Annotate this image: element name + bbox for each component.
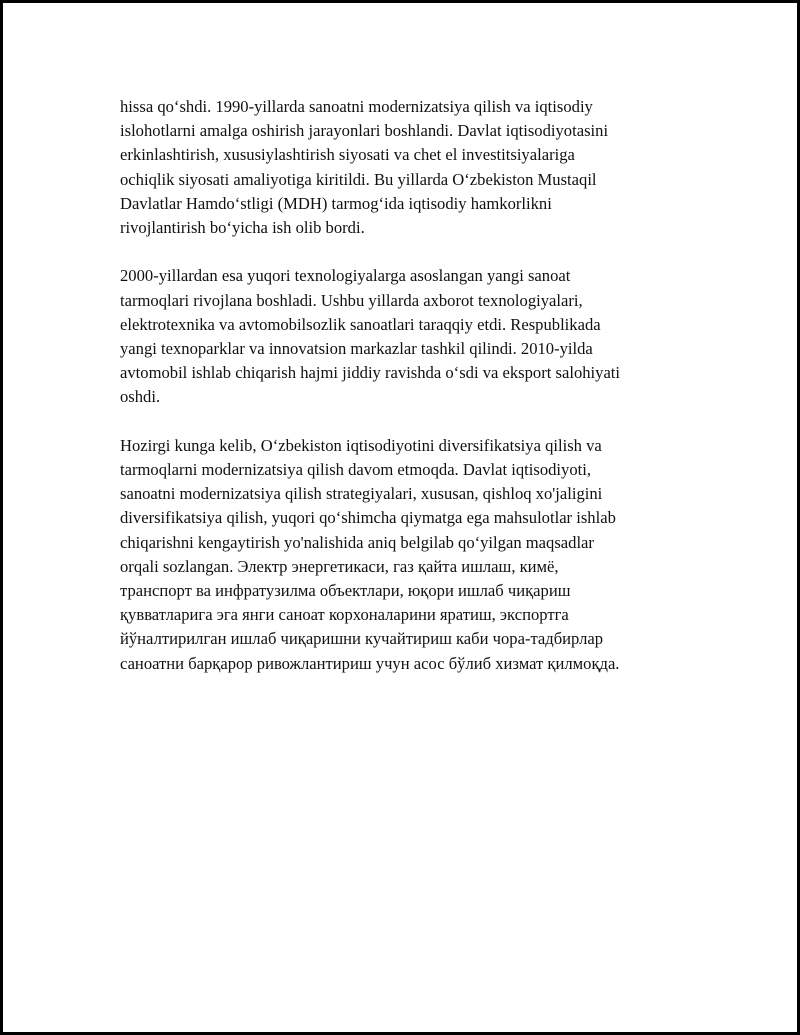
paragraph-1 [120,95,705,240]
document-body [120,95,705,700]
text-line: avtomobil ishlab chiqarish hajmi jiddiy ravishda o‘sdi va eksport salohiyati [120,363,621,383]
text-line: elektrotexnika va avtomobilsozlik sanoatlari taraqqiy etdi. Respublikada [120,314,601,334]
text-line: 2000-yillardan esa yuqori texnologiyalarga asoslangan yangi sanoat [120,266,571,286]
text-line: tarmoqlarni modernizatsiya qilish davom etmoqda. Davlat iqtisodiyoti, [120,460,591,480]
text-line: chiqarishni kengaytirish yo'nalishida aniq belgilab qo‘yilgan maqsadlar [120,532,594,552]
text-line: саноатни барқарор ривожлантириш учун асос бўлиб хизмат қилмоқда. [120,653,620,673]
text-line: rivojlantirish bo‘yicha ish olib bordi. [120,218,365,238]
text-line: tarmoqlari rivojlana boshladi. Ushbu yillarda axborot texnologiyalari, [120,290,583,310]
paragraph-2 [120,264,705,409]
text-line: ochiqlik siyosati amaliyotiga kiritildi. Bu yillarda O‘zbekiston Mustaqil [120,169,597,189]
text-line: қувватларига эга янги саноат корхоналарини яратиш, экспортга [120,605,569,625]
text-line: hissa qo‘shdi. 1990-yillarda sanoatni modernizatsiya qilish va iqtisodiy [120,97,593,116]
text-line: транспорт ва инфратузилма объектлари, юқори ишлаб чиқариш [120,581,571,601]
text-line: Hozirgi kunga kelib, O‘zbekiston iqtisodiyotini diversifikatsiya qilish va [120,435,602,455]
text-line: sanoatni modernizatsiya qilish strategiyalari, xususan, qishloq xo'jaligini [120,484,603,504]
text-line: йўналтирилган ишлаб чиқаришни кучайтириш каби чора-тадбирлар [120,629,604,649]
text-line: yangi texnoparklar va innovatsion markazlar tashkil qilindi. 2010-yilda [120,339,593,359]
text-line: islohotlarni amalga oshirish jarayonlari boshlandi. Davlat iqtisodiyotasini [120,121,609,141]
text-line: orqali sozlangan. Электр энергетикаси, газ қайта ишлаш, кимё, [120,556,559,576]
text-line: oshdi. [120,387,161,407]
text-line: diversifikatsiya qilish, yuqori qo‘shimcha qiymatga ega mahsulotlar ishlab [120,508,616,528]
text-line: erkinlashtirish, xususiylashtirish siyosati va chet el investitsiyalariga [120,145,575,165]
paragraph-3 [120,434,705,676]
text-line: Davlatlar Hamdo‘stligi (MDH) tarmog‘ida iqtisodiy hamkorlikni [120,193,552,213]
